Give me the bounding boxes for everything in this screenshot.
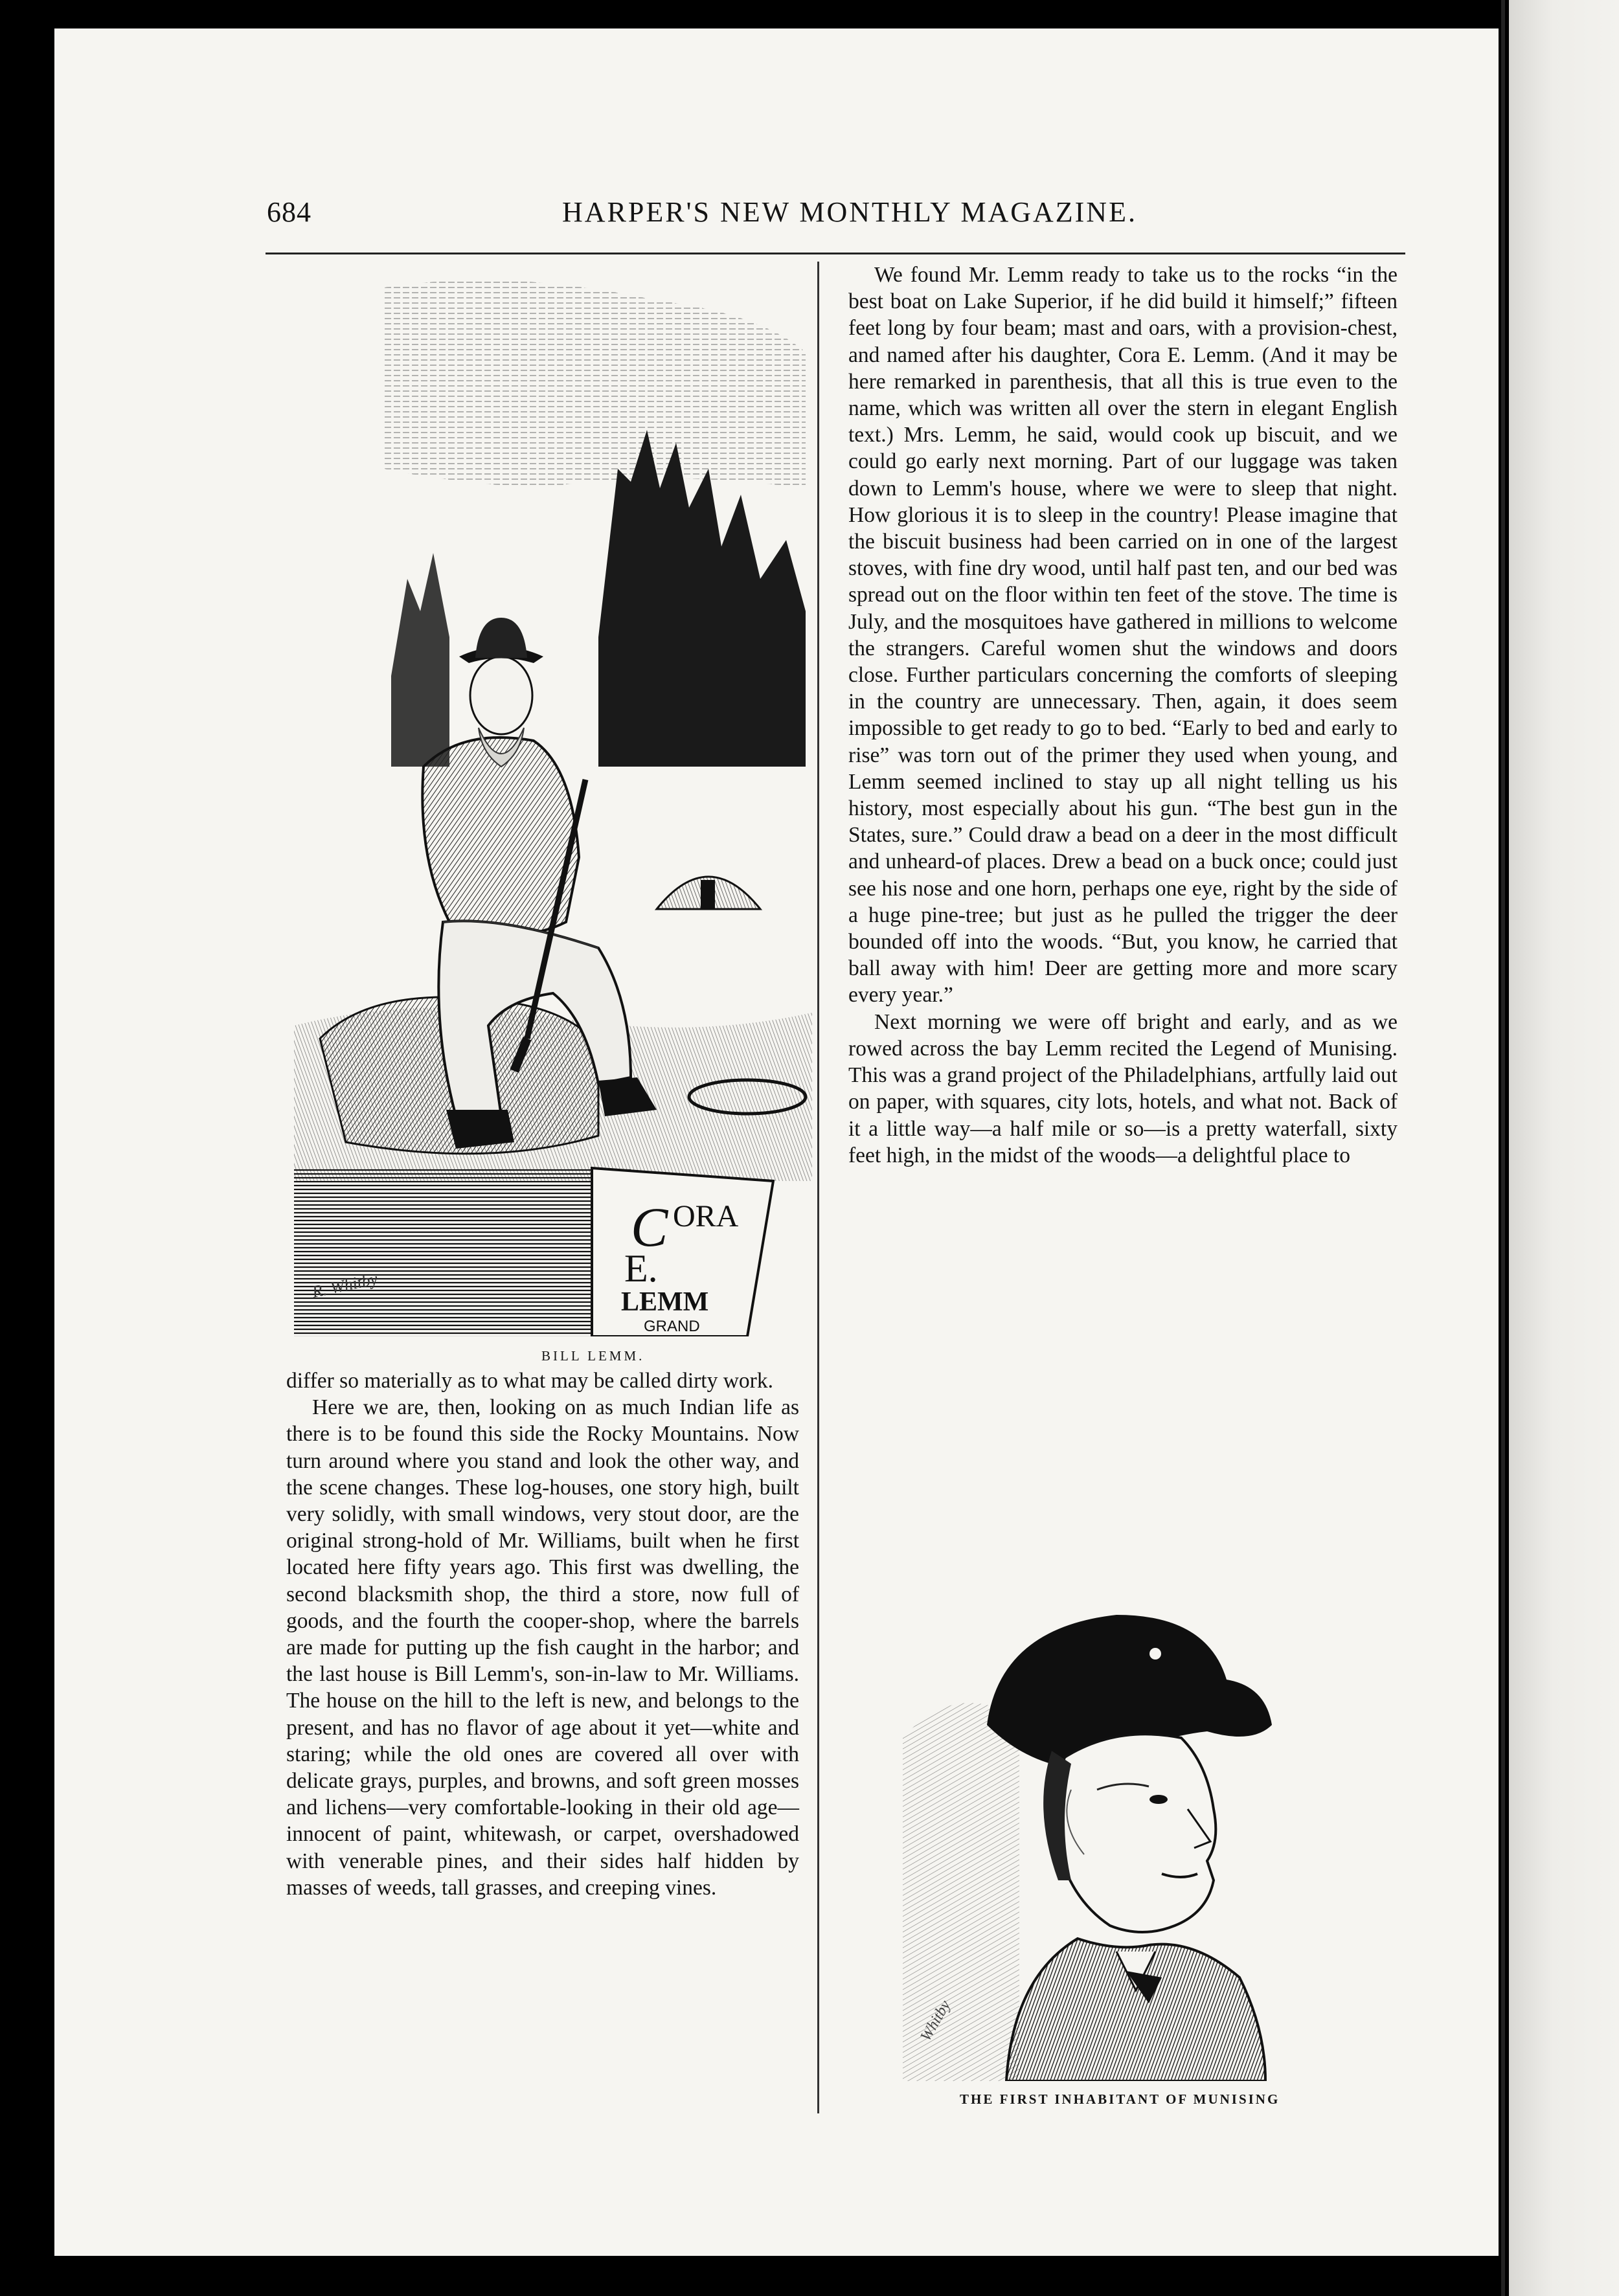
svg-text:ORA: ORA bbox=[673, 1199, 739, 1233]
bill-lemm-illustration bbox=[294, 275, 812, 1336]
column-divider bbox=[817, 262, 819, 2113]
bill-lemm-caption: BILL LEMM. bbox=[541, 1348, 645, 1364]
right-paragraph: We found Mr. Lemm ready to take us to the rocks “in the best boat on Lake Superior, if he did build it himself;” fifteen feet long by four beam; mast and oars, with a provision-chest, and named after his daughter, Cora E. Lemm. (And it may be here remarked in parenthesis, that all this is true even to the name, which was written all over the stern in elegant English text.) Mrs. Lemm, he said, would cook up biscuit, and we could go early next morning. Part of our luggage was taken down to Lemm's house, where we were to sleep that night. How glorious it is to sleep in the country! Please imagine that the biscuit business had been carried on in one of the largest stoves, with fine dry wood, until half past ten, and our bed was spread out on the floor within ten feet of the stove. The time is July, and the mosquitoes have gathered in millions to welcome the strangers. Careful women shut the windows and doors close. Further particulars concerning the comforts of sleeping in the country are unnecessary. Then, again, it does seem impossible to get ready to go to bed. “Early to bed and early to rise” was torn out of the primer they used when young, and Lemm seemed inclined to stay up all night telling us his history, most especially about his gun. “The best gun in the States, sure.” Could draw a bead on a deer in the most difficult and unheard-of places. Drew a bead on a buck once; could just see his nose and one horn, perhaps one eye, right by the side of a huge pine-tree; but just as he pulled the trigger the deer bounded off into the woods. “But, you know, he carried that ball away with him! Deer are getting more and more scary every year.” bbox=[848, 263, 1398, 1007]
svg-text:C: C bbox=[631, 1196, 668, 1258]
left-paragraph: differ so materially as to what may be called dirty work. bbox=[286, 1369, 773, 1393]
left-column bbox=[286, 1367, 799, 1901]
svg-text:LEMM: LEMM bbox=[621, 1287, 709, 1317]
right-column bbox=[848, 262, 1398, 1169]
first-inhabitant-illustration bbox=[903, 1576, 1356, 2081]
adjacent-page-edge bbox=[1509, 0, 1619, 2296]
first-inhabitant-caption: THE FIRST INHABITANT OF MUNISING bbox=[960, 2091, 1280, 2107]
running-head: HARPER'S NEW MONTHLY MAGAZINE. bbox=[562, 196, 1137, 228]
page-number: 684 bbox=[267, 196, 311, 228]
page-header bbox=[54, 196, 1499, 247]
svg-text:E.: E. bbox=[624, 1247, 658, 1290]
svg-text:GRAND: GRAND bbox=[644, 1318, 700, 1335]
left-paragraph: Here we are, then, looking on as much Indian life as there is to be found this side the Rocky Mountains. Now turn around where you stand and look the other way, and the scene changes. These log-houses, one story high, built very solidly, with small windows, very stout door, are the original strong-hold of Mr. Williams, built when he first located here fifty years ago. This first was dwelling, the second blacksmith shop, the third a store, now full of goods, and the fourth the cooper-shop, where the barrels are made for putting up the fish caught in the harbor; and the last house is Bill Lemm's, son-in-law to Mr. Williams. The house on the hill to the left is new, and belongs to the present, and has no flavor of age about it yet—white and staring; while the old ones are covered all over with delicate grays, purples, and browns, and soft green mosses and lichens—very comfortable-looking in their old age—innocent of paint, whitewash, or carpet, overshadowed with venerable pines, and their sides half hidden by masses of weeds, tall grasses, and creeping vines. bbox=[286, 1395, 799, 1900]
magazine-page bbox=[54, 28, 1499, 2256]
svg-text:R. Whitby: R. Whitby bbox=[310, 1269, 379, 1301]
right-paragraph: Next morning we were off bright and early, and as we rowed across the bay Lemm recited the Legend of Munising. This was a grand project of the Philadelphians, artfully laid out on paper, with squares, city lots, hotels, and what not. Back of it a little way—a half mile or so—is a pretty waterfall, sixty feet high, in the midst of the woods—a delightful place to bbox=[848, 1009, 1398, 1167]
header-rule bbox=[266, 253, 1405, 254]
scan-edge-line bbox=[1501, 0, 1505, 2296]
svg-text:Whitby: Whitby bbox=[917, 1998, 955, 2044]
